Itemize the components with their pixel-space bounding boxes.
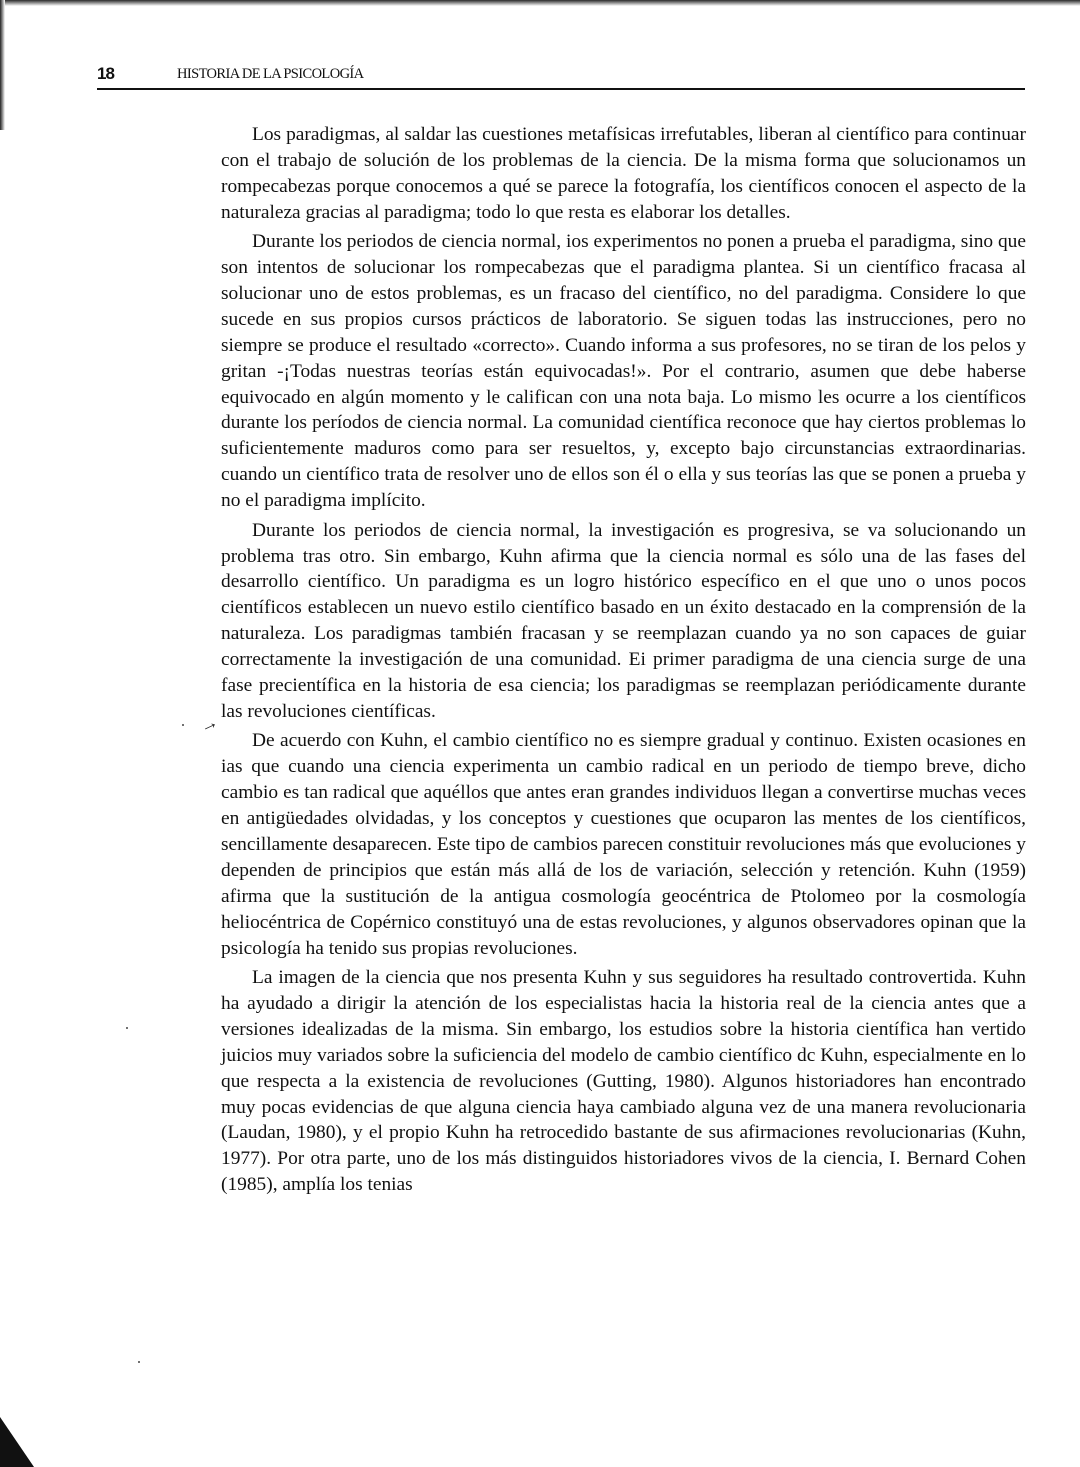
scan-speck [126,1027,128,1029]
scan-edge-left [0,0,5,130]
scan-speck [138,1361,140,1363]
margin-pen-mark-icon: → [196,711,222,737]
scan-speck [182,724,184,726]
body-text [221,122,1026,1202]
running-head [97,64,1025,90]
page-number: 18 [97,64,114,83]
paragraph-3: Durante los periodos de ciencia normal, la investigación es progresiva, se va solucionando un problema tras otro. Sin embargo, Kuhn afirma que la ciencia normal es sólo una de las fases del desarrollo científico. Un paradigma es un logro histórico específico en el que uno o unos pocos científicos establecen un nuevo estilo científico basado en un éxito destacado en la comprensión de la naturaleza. Los paradigmas también fracasan y se reemplazan cuando ya no son capaces de guiar correctamente la investigación de una comunidad. Ei primer paradigma de una ciencia surge de una fase precientífica en la historia de esa ciencia; los paradigmas se reemplazan periódicamente durante las revoluciones científicas. [221,519,1026,722]
running-head-title: HISTORIA DE LA PSICOLOGÍA [177,66,364,82]
scan-edge-top [0,0,1080,6]
paragraph-5: La imagen de la ciencia que nos presenta Kuhn y sus seguidores ha resultado controvertida. Kuhn ha ayudado a dirigir la atención de los especialistas hacia la historia real de la ciencia antes que a versiones idealizadas de la misma. Sin embargo, los estudios sobre la historia científica han vertido juicios muy variados sobre la suficiencia del modelo de cambio científico dc Kuhn, especialmente en lo que respecta a la existencia de revoluciones (Gutting, 1980). Algunos historiadores han encontrado muy pocas evidencias de que alguna ciencia haya cambiado alguna vez de una manera revolucionaria (Laudan, 1980), y el propio Kuhn ha retrocedido bastante de sus afirmaciones revolucionarias (Kuhn, 1977). Por otra parte, uno de los más distinguidos historiadores vivos de la ciencia, I. Bernard Cohen (1985), amplía los tenias [221,967,1026,1196]
paragraph-1: Los paradigmas, al saldar las cuestiones metafísicas irrefutables, liberan al científico para continuar con el trabajo de solución de los problemas de la ciencia. De la misma forma que solucionamos un rompecabezas porque conocemos a qué se parece la fotografía, los científicos conocen el aspecto de la naturaleza gracias al paradigma; todo lo que resta es elaborar los detalles. [221,124,1026,223]
paragraph-4: De acuerdo con Kuhn, el cambio científico no es siempre gradual y continuo. Existen ocasiones en ias que cuando una ciencia experimenta un cambio radical en un periodo de tiempo breve, dicho cambio es tan radical que aquéllos que antes eran grandes individuos llegan a convertirse muchas veces en antigüedades olvidadas, y los conceptos y cuestiones que ocuparon las mentes de los científicos, sencillamente desaparecen. Este tipo de cambios parecen constituir revoluciones más que evoluciones y dependen de principios que están más allá de los de variación, selección y retención. Kuhn (1959) afirma que la sustitución de la antigua cosmología geocéntrica de Ptolomeo por la cosmología heliocéntrica de Copérnico constituyó una de estas revoluciones, y algunos observadores opinan que la psicología ha tenido sus propias revoluciones. [221,730,1026,959]
scan-corner-mark [0,1417,34,1467]
paragraph-2: Durante los periodos de ciencia normal, ios experimentos no ponen a prueba el paradigma, sino que son intentos de solucionar los rompecabezas que el paradigma plantea. Si un científico fracasa al solucionar uno de estos problemas, es un fracaso del científico, no del paradigma. Considere lo que sucede en sus propios cursos prácticos de laboratorio. Se siguen todas las instrucciones, pero no siempre se produce el resultado «correcto». Cuando informa a sus profesores, no se tiran de los pelos y gritan -¡Todas nuestras teorías están equivocadas!». Por el contrario, asumen que debe haberse equivocado en algún momento y le califican con una nota baja. Lo mismo les ocurre a los científicos durante los períodos de ciencia normal. La comunidad científica reconoce que hay ciertos problemas lo suficientemente maduros como para ser resueltos, y, excepto bajo circunstancias extraordinarias. cuando un científico trata de resolver uno de ellos son él o ella y sus teorías las que se ponen a prueba y no el paradigma implícito. [221,231,1026,512]
